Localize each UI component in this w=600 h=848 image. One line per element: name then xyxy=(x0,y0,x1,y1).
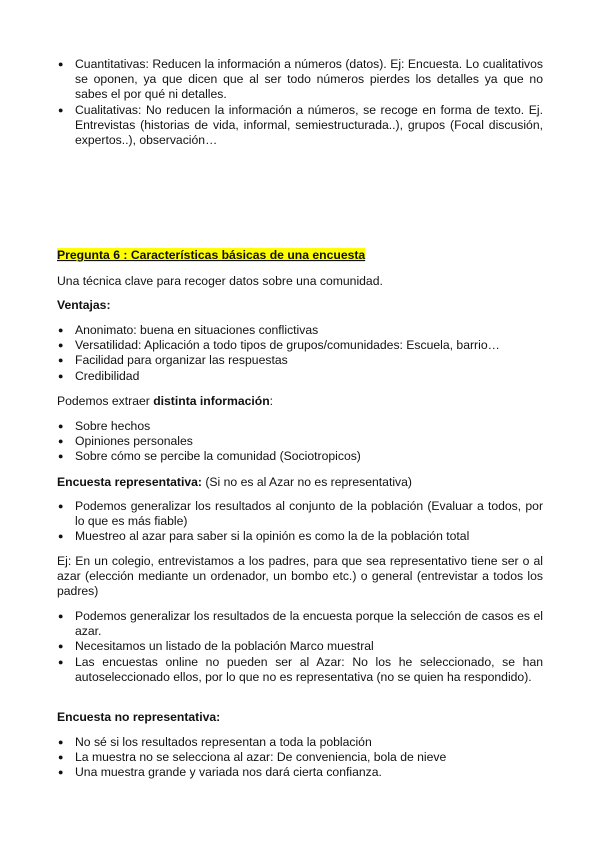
list-item: ● Las encuestas online no pueden ser al Azar: No los he seleccionado, se han autoseleccionado ellos, por lo que no es representativa (no se quien ha respondido). xyxy=(57,655,543,685)
rep-list xyxy=(57,499,543,545)
info-list xyxy=(57,419,543,465)
list-item: ● Podemos generalizar los resultados de la encuesta porque la selección de casos es el azar. xyxy=(57,609,543,639)
norep-heading: Encuesta no representativa: xyxy=(57,710,221,724)
intro-list xyxy=(57,57,543,148)
q6-title: Pregunta 6 : Características básicas de una encuesta xyxy=(57,248,366,262)
info-paragraph: Podemos extraer distinta información: xyxy=(57,394,274,408)
rep-heading: Encuesta representativa: (Si no es al Azar no es representativa) xyxy=(57,475,412,489)
section-heading xyxy=(57,248,543,262)
list-item: ● No sé si los resultados representan a toda la población xyxy=(57,735,543,750)
ventajas-list xyxy=(57,323,543,384)
rep-list-2 xyxy=(57,609,543,685)
list-item: ● Una muestra grande y variada nos dará cierta confianza. xyxy=(57,765,543,780)
ventajas-heading: Ventajas: xyxy=(57,298,111,312)
list-item: ● Necesitamos un listado de la población Marco muestral xyxy=(57,639,543,654)
list-item: ● Sobre cómo se percibe la comunidad (Sociotropicos) xyxy=(57,449,543,464)
list-item: ● Sobre hechos xyxy=(57,419,543,434)
q6-intro: Una técnica clave para recoger datos sobre una comunidad. xyxy=(57,274,383,288)
list-item: ● Podemos generalizar los resultados al conjunto de la población (Evaluar a todos, por lo que es más fiable) xyxy=(57,499,543,529)
list-item: ● Opiniones personales xyxy=(57,434,543,449)
list-item: ● Facilidad para organizar las respuestas xyxy=(57,353,543,368)
list-item: ● Anonimato: buena en situaciones conflictivas xyxy=(57,323,543,338)
example-paragraph: Ej: En un colegio, entrevistamos a los padres, para que sea representativo tiene ser o al azar (elección mediante un ordenador, un bombo etc.) o general (entrevistar a todos los padres) xyxy=(57,554,543,599)
list-item: ● Versatilidad: Aplicación a todo tipos de grupos/comunidades: Escuela, barrio… xyxy=(57,338,543,353)
list-item: ● Muestreo al azar para saber si la opinión es como la de la población total xyxy=(57,529,543,544)
list-item: ● Cuantitativas: Reducen la información a números (datos). Ej: Encuesta. Lo cualitativos se oponen, ya que dicen que al ser todo números pierdes los detalles ya que no sabes el por qué ni detalles. xyxy=(57,57,543,103)
list-item: ● Cualitativas: No reducen la información a números, se recoge en forma de texto. Ej. Entrevistas (historias de vida, informal, semiestructurada..), grupos (Focal discusión, expertos..), observación… xyxy=(57,103,543,149)
list-item: ● Credibilidad xyxy=(57,369,543,384)
norep-list xyxy=(57,735,543,781)
list-item: ● La muestra no se selecciona al azar: De conveniencia, bola de nieve xyxy=(57,750,543,765)
